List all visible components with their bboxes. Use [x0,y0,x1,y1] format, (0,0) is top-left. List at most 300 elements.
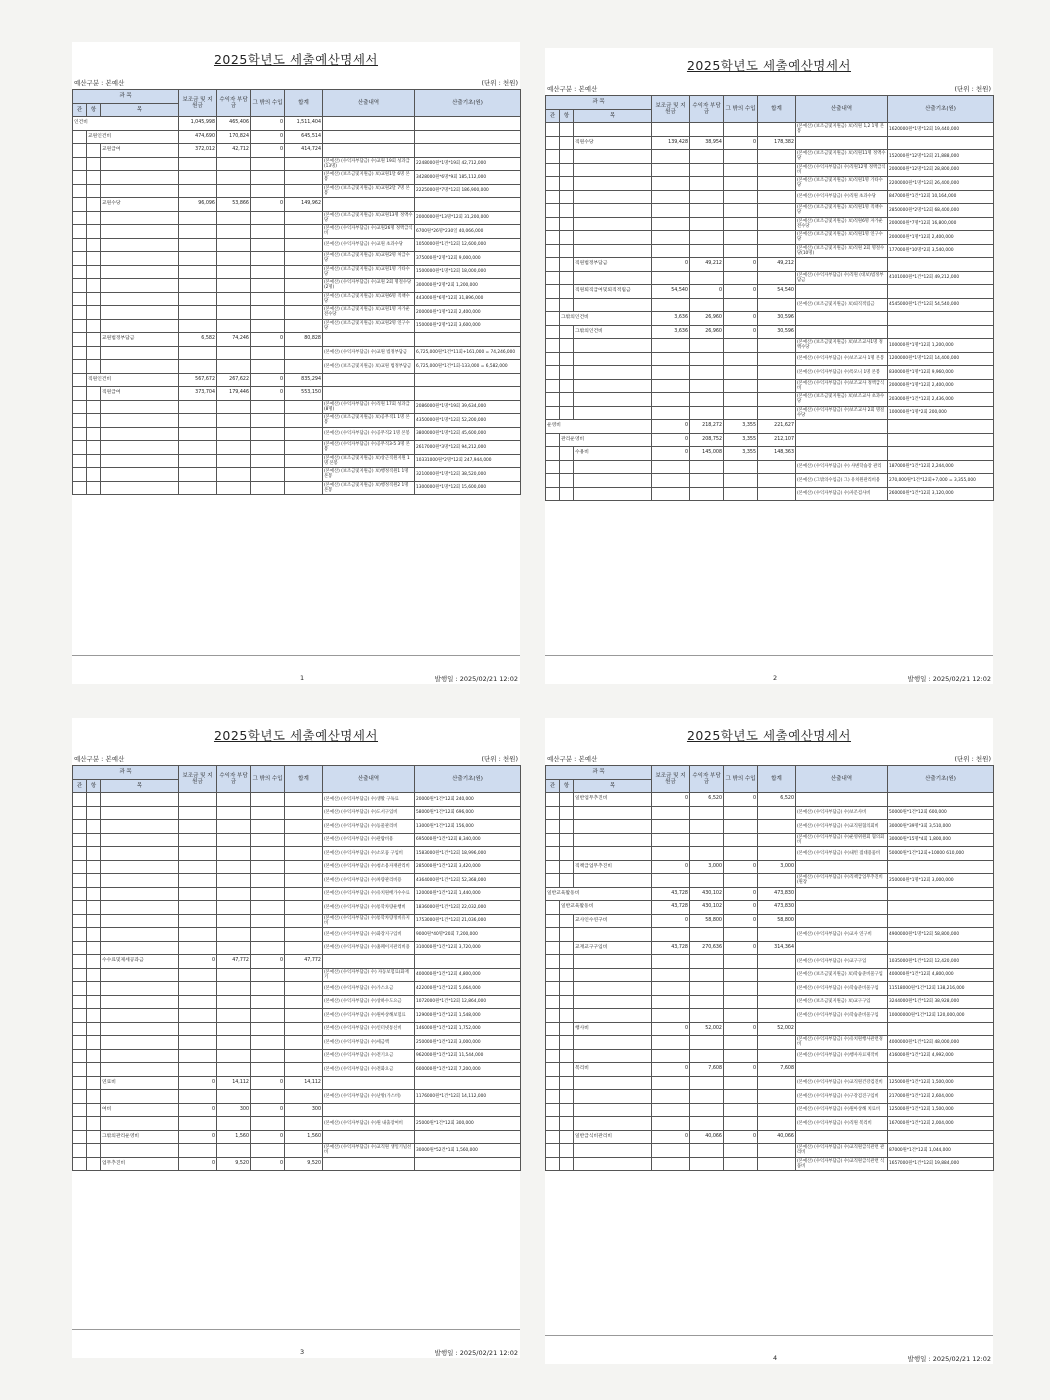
mok-name: 일반급식비관리비 [574,1130,652,1144]
calc-basis [888,1063,994,1077]
header-other: 그 밖의 수입 [724,96,758,123]
subsidy-value [179,860,217,874]
calc-basis [888,447,994,461]
total-value [285,225,323,239]
total-value: 835,294 [285,373,323,387]
table-row [546,352,994,366]
total-value: 52,002 [758,1022,796,1036]
other-value [724,1157,758,1171]
calc-basis: 285000원*1건*12회 3,420,000 [415,860,521,874]
total-value: 14,112 [285,1076,323,1090]
calc-basis: 30000원*39명*3회 3,510,000 [888,820,994,834]
calc-desc: (본예산) (수익자부담금) 수)교원 초과수당 [323,238,415,252]
calc-basis: 20000원*1건*12회 240,000 [415,793,521,807]
calc-basis: 3800000원*1명*12회 45,600,000 [415,427,521,441]
total-value: 314,364 [758,941,796,955]
calc-basis [415,1076,521,1090]
total-value: 1,560 [285,1130,323,1144]
beneficiary-value [217,279,251,293]
subsidy-value [179,1117,217,1131]
header-hang: 항 [87,103,101,117]
beneficiary-value: 208,752 [690,433,724,447]
page-title: 2025학년도 세출예산명세서 [686,728,852,743]
table-row [73,1063,521,1077]
subsidy-value [179,1144,217,1158]
calc-basis [888,1130,994,1144]
table-row [546,833,994,847]
total-value [285,468,323,482]
table-row [73,333,521,347]
calc-basis: 4364000원*1건*12회 52,368,000 [415,874,521,888]
subsidy-value [179,225,217,239]
hang-name: 관리운영비 [560,433,652,447]
subsidy-value: 1,045,998 [179,117,217,131]
calc-basis [415,1103,521,1117]
header-other: 그 밖의 수입 [251,90,285,117]
total-value [285,279,323,293]
other-value [251,414,285,428]
other-value [724,1049,758,1063]
total-value [758,406,796,420]
other-value [724,339,758,353]
beneficiary-value [217,225,251,239]
beneficiary-value: 465,406 [217,117,251,131]
other-value [724,1090,758,1104]
calc-basis: 30000원*52건*1회 1,560,000 [415,1144,521,1158]
header-other: 그 밖의 수입 [251,766,285,793]
calc-basis [888,901,994,915]
total-value [758,244,796,258]
hang-name: 일반교육활동비 [560,901,652,915]
calc-basis: 125000원*1건*12회 1,500,000 [888,1103,994,1117]
other-value [724,982,758,996]
calc-basis: 2617000원*3명*12회 94,212,000 [415,441,521,455]
table-row [73,874,521,888]
beneficiary-value [217,468,251,482]
header-subsidy: 보조금 및 지원금 [179,766,217,793]
calc-desc: (본예산) (수익자부담금) 수)소모품 구입비 [323,847,415,861]
calc-basis: 129000원*1건*12회 1,548,000 [415,1009,521,1023]
calc-desc: (본예산) (수익자부담금) 수)공무직2 1명 본봉 [323,427,415,441]
calc-desc: (본예산) (수익자부담금) 수)교직원 생일기념선비 [323,1144,415,1158]
beneficiary-value [690,339,724,353]
other-value [251,265,285,279]
total-value: 7,608 [758,1063,796,1077]
beneficiary-value [217,914,251,928]
page-number: 1 [300,674,305,682]
total-value [285,847,323,861]
mok-name: 직원수당 [574,136,652,150]
total-value [285,414,323,428]
total-value [285,1063,323,1077]
total-value: 58,800 [758,914,796,928]
beneficiary-value [690,352,724,366]
beneficiary-value [690,163,724,177]
table-row [73,847,521,861]
subsidy-value [652,190,690,204]
total-value: 30,596 [758,312,796,326]
calc-desc: (본예산) (수익자부담금) 수)교원26명 정액급식비 [324,226,413,237]
subsidy-value [652,204,690,218]
mok-name: 교원법정부담금 [101,333,179,347]
table-row [73,414,521,428]
table-row [546,460,994,474]
beneficiary-value [217,1090,251,1104]
header-mok: 목 [101,103,179,117]
total-value [758,982,796,996]
subsidy-value [652,339,690,353]
table-row [73,968,521,982]
calc-basis: 50000원*1건*12회 600,000 [888,806,994,820]
calc-desc: (본예산) (보조금및지원금) 보)교원1명 자가운전수당 [323,306,415,320]
beneficiary-value [217,441,251,455]
calc-desc: (본예산) (수익자부담금) 수)상하수도요금 [323,995,415,1009]
header-gwan: 관 [546,109,560,123]
total-value [758,1076,796,1090]
calc-desc: (본예산) (보조금및지원금) 보)교원2명 처급수당 [323,252,415,266]
header-subsidy: 보조금 및 지원금 [652,96,690,123]
other-value [251,914,285,928]
table-row [73,793,521,807]
other-value [251,184,285,198]
calc-basis: 1836000원*1건*12회 22,032,000 [415,901,521,915]
calc-desc: (본예산) (보조금및지원금) 보)교원2달 7명 본봉 [323,184,415,198]
beneficiary-value [690,474,724,488]
total-value [758,163,796,177]
total-value [285,1117,323,1131]
subsidy-value [179,806,217,820]
beneficiary-value: 1,560 [217,1130,251,1144]
calc-desc: (본예산) (수익자부담금) 수)통학차량운행비 [323,901,415,915]
other-value: 0 [724,793,758,807]
other-value [251,292,285,306]
header-total: 합계 [758,96,796,123]
calc-desc: (본예산) (수익자부담금) 수)가스요금 [323,982,415,996]
subsidy-value [652,352,690,366]
calc-basis: 400000원*1건*12회 4,800,000 [888,968,994,982]
calc-basis: 177000원*10명*2회 3,540,000 [888,244,994,258]
other-value [251,887,285,901]
calc-desc: (본예산) (수익자부담금) 수)전기요금 [323,1049,415,1063]
unit-label: (단위 : 천원) [954,755,991,763]
total-value [285,157,323,171]
total-value [285,914,323,928]
subsidy-value [652,379,690,393]
header-basis: 산출기초(원) [888,96,994,123]
beneficiary-value [690,244,724,258]
other-value [724,928,758,942]
footer-divider [72,1329,520,1330]
table-row [73,955,521,969]
total-value [758,190,796,204]
table-row [546,968,994,982]
subsidy-value [179,292,217,306]
calc-desc: (본예산) (보조금및지원금) 보)학습준비물구입 [796,968,888,982]
budget-type: 예산구분 : 본예산 [74,755,125,763]
total-value: 54,540 [758,285,796,299]
table-row [546,874,994,888]
beneficiary-value: 49,212 [690,258,724,272]
total-value [758,1117,796,1131]
total-value [285,265,323,279]
total-value: 414,724 [285,144,323,158]
beneficiary-value [217,346,251,360]
other-value [251,1144,285,1158]
subsidy-value [652,1009,690,1023]
subsidy-value [179,982,217,996]
other-value [251,238,285,252]
calc-basis: 962000원*1건*12회 11,544,000 [415,1049,521,1063]
beneficiary-value [217,1144,251,1158]
subsidy-value [652,1090,690,1104]
table-row [546,244,994,258]
calc-basis: 13000원*1건*12회 156,000 [415,820,521,834]
table-row [546,204,994,218]
budget-type: 예산구분 : 본예산 [547,755,598,763]
gwan-name: 운영비 [546,420,652,434]
calc-desc: (본예산) (수익자부담금) 수)보조사비 [796,806,888,820]
beneficiary-value [690,406,724,420]
calc-desc [323,1076,415,1090]
issued-date: 발행일 : 2025/02/21 12:02 [434,1349,518,1357]
subsidy-value [652,298,690,312]
other-value [724,460,758,474]
calc-basis: 58000원*1건*12회 696,000 [415,806,521,820]
other-value [251,968,285,982]
calc-desc: (본예산) (보조금및지원금) 보)행정직원2 1명 본봉 [323,481,415,495]
other-value [724,379,758,393]
beneficiary-value [217,454,251,468]
calc-desc: (본예산) (수익자부담금) 수)공무직3-5 3명 본봉 [323,441,415,455]
table-row [73,279,521,293]
budget-table [72,89,521,495]
total-value [285,1022,323,1036]
beneficiary-value [217,1049,251,1063]
calc-desc: (본예산) (수익자부담금) 수)구강검진구입비 [796,1090,888,1104]
subsidy-value [179,400,217,414]
total-value [758,820,796,834]
beneficiary-value: 0 [690,285,724,299]
budget-type: 예산구분 : 본예산 [74,79,125,87]
beneficiary-value [690,298,724,312]
calc-basis [888,793,994,807]
table-row [73,130,521,144]
subsidy-value [652,1076,690,1090]
total-value [758,298,796,312]
calc-desc [796,1130,888,1144]
calc-desc: (본예산) (수익자부담금) 수)유치원행사관련경비 [796,1036,888,1050]
other-value: 0 [724,887,758,901]
total-value [285,454,323,468]
footer-divider [545,655,993,656]
budget-table [545,765,994,1171]
footer-divider [545,1335,993,1336]
total-value [758,847,796,861]
table-row [73,1130,521,1144]
total-value [758,339,796,353]
calc-basis [415,1130,521,1144]
other-value [251,941,285,955]
total-value: 300 [285,1103,323,1117]
subsidy-value [652,163,690,177]
calc-desc: (본예산) (그밖의수입금) 그) 유치원관리비용 [796,474,888,488]
table-row [546,1144,994,1158]
other-value [251,874,285,888]
table-row [73,481,521,495]
calc-desc: (본예산) (수익자부담금) 수)교사 연구비 [796,928,888,942]
beneficiary-value [690,204,724,218]
subsidy-value: 567,672 [179,373,217,387]
other-value [251,928,285,942]
subsidy-value [179,211,217,225]
beneficiary-value [690,874,724,888]
mok-name: 연료비 [101,1076,179,1090]
subsidy-value [179,914,217,928]
table-row [546,1090,994,1104]
subsidy-value: 43,728 [652,941,690,955]
beneficiary-value [690,379,724,393]
calc-desc [796,447,888,461]
calc-desc: (본예산) (수익자부담금) 수)직원 (대보)법정부담금 [796,271,888,285]
table-row [73,860,521,874]
calc-desc: (본예산) (수익자부담금) 수)내빈 접대용품비 [796,847,888,861]
subsidy-value [652,487,690,501]
total-value [758,1036,796,1050]
table-row [73,1117,521,1131]
calc-basis: 1753000원*1건*12회 21,036,000 [415,914,521,928]
table-row [546,914,994,928]
other-value [724,352,758,366]
table-row [73,157,521,171]
other-value: 0 [724,914,758,928]
total-value [758,1144,796,1158]
calc-basis: 200000원*12명*12회 28,800,000 [888,163,994,177]
calc-desc [796,285,888,299]
total-value [758,1090,796,1104]
header-mok: 목 [574,109,652,123]
other-value [251,820,285,834]
beneficiary-value [217,820,251,834]
header-beneficiary: 수익자 부담금 [690,766,724,793]
subsidy-value: 0 [652,860,690,874]
calc-basis [888,914,994,928]
subsidy-value: 372,012 [179,144,217,158]
subsidy-value [179,887,217,901]
subsidy-value [179,820,217,834]
other-value [251,171,285,185]
header-subject: 과 목 [73,766,179,780]
table-row [73,1103,521,1117]
calc-desc [323,955,415,969]
total-value: 47,772 [285,955,323,969]
total-value: 6,520 [758,793,796,807]
other-value [251,1036,285,1050]
calc-desc [796,136,888,150]
table-row [546,901,994,915]
total-value [758,995,796,1009]
total-value: 645,514 [285,130,323,144]
total-value [758,366,796,380]
beneficiary-value [217,847,251,861]
other-value: 0 [251,1157,285,1171]
calc-desc: (본예산) (보조금및지원금) 보)직원 1,2 1명 본봉 [796,123,888,137]
table-row [73,941,521,955]
table-row [546,1157,994,1171]
page-title: 2025학년도 세출예산명세서 [686,58,852,73]
table-row [73,1144,521,1158]
calc-desc: (본예산) (수익자부담금) 수)직원 17회 성과급(8명) [323,400,415,414]
other-value: 0 [724,325,758,339]
other-value [251,360,285,374]
calc-desc [323,198,415,212]
subsidy-value: 54,540 [652,285,690,299]
calc-desc: (본예산) (수익자부담금) 수)학습준비물구입 [796,1009,888,1023]
calc-desc: (본예산) (보조금및지원금) 보)직원1명 직책수당 [796,204,888,218]
table-row [546,847,994,861]
calc-basis: 167000원*1건*12회 2,004,000 [888,1117,994,1131]
calc-basis: 146000원*1건*12회 1,752,000 [415,1022,521,1036]
other-value [251,157,285,171]
other-value [724,833,758,847]
other-value: 3,355 [724,433,758,447]
beneficiary-value [690,1076,724,1090]
beneficiary-value [217,414,251,428]
calc-basis: 1050000원*1건*12회 12,600,000 [415,238,521,252]
total-value [285,982,323,996]
subsidy-value [179,468,217,482]
calc-desc: (본예산) (수익자부담금) 수)인터넷통신비 [323,1022,415,1036]
table-row [546,806,994,820]
total-value [285,1036,323,1050]
page-number: 3 [300,1348,305,1356]
beneficiary-value [690,1049,724,1063]
table-row [546,177,994,191]
subsidy-value [652,217,690,231]
beneficiary-value [690,1144,724,1158]
page-title: 2025학년도 세출예산명세서 [213,52,379,67]
table-row [73,914,521,928]
calc-desc: (본예산) (보조금및지원금) 보)공무직1 1명 본봉 [323,414,415,428]
mok-name: 일반업무추진비 [574,793,652,807]
table-row [73,1022,521,1036]
beneficiary-value [690,1157,724,1171]
calc-desc: (본예산) (수익자부담금) 수)교원 19회 성과급(13명) [323,157,415,171]
calc-desc: (본예산) (보조금및지원금) 보)직원 2회 명절수당(10명) [796,244,888,258]
calc-desc: (본예산) (수익자부담금) 수)직원 복리비 [796,1117,888,1131]
calc-basis: 2850000원*2명*12회 68,400,000 [888,204,994,218]
total-value [758,1049,796,1063]
calc-basis: 270,000원*1건*12회+7,000 = 3,355,000 [888,474,994,488]
calc-basis: 125000원*1건*12회 1,500,000 [888,1076,994,1090]
table-row [546,941,994,955]
table-row [73,238,521,252]
header-desc: 산출내역 [796,96,888,123]
table-row [546,793,994,807]
beneficiary-value: 9,520 [217,1157,251,1171]
total-value [285,901,323,915]
beneficiary-value [690,460,724,474]
total-value: 49,212 [758,258,796,272]
page-1 [72,42,520,684]
calc-basis: 422000원*1건*12회 5,064,000 [415,982,521,996]
total-value [758,874,796,888]
calc-basis: 695000원*1건*12회 8,340,000 [415,833,521,847]
calc-basis: 1500000원*1명*12회 18,000,000 [415,265,521,279]
beneficiary-value: 47,772 [217,955,251,969]
header-subsidy: 보조금 및 지원금 [179,90,217,117]
budget-table [545,95,994,501]
calc-desc: (본예산) (보조금및지원금) 보)직원11명 정액수당 [797,151,886,162]
